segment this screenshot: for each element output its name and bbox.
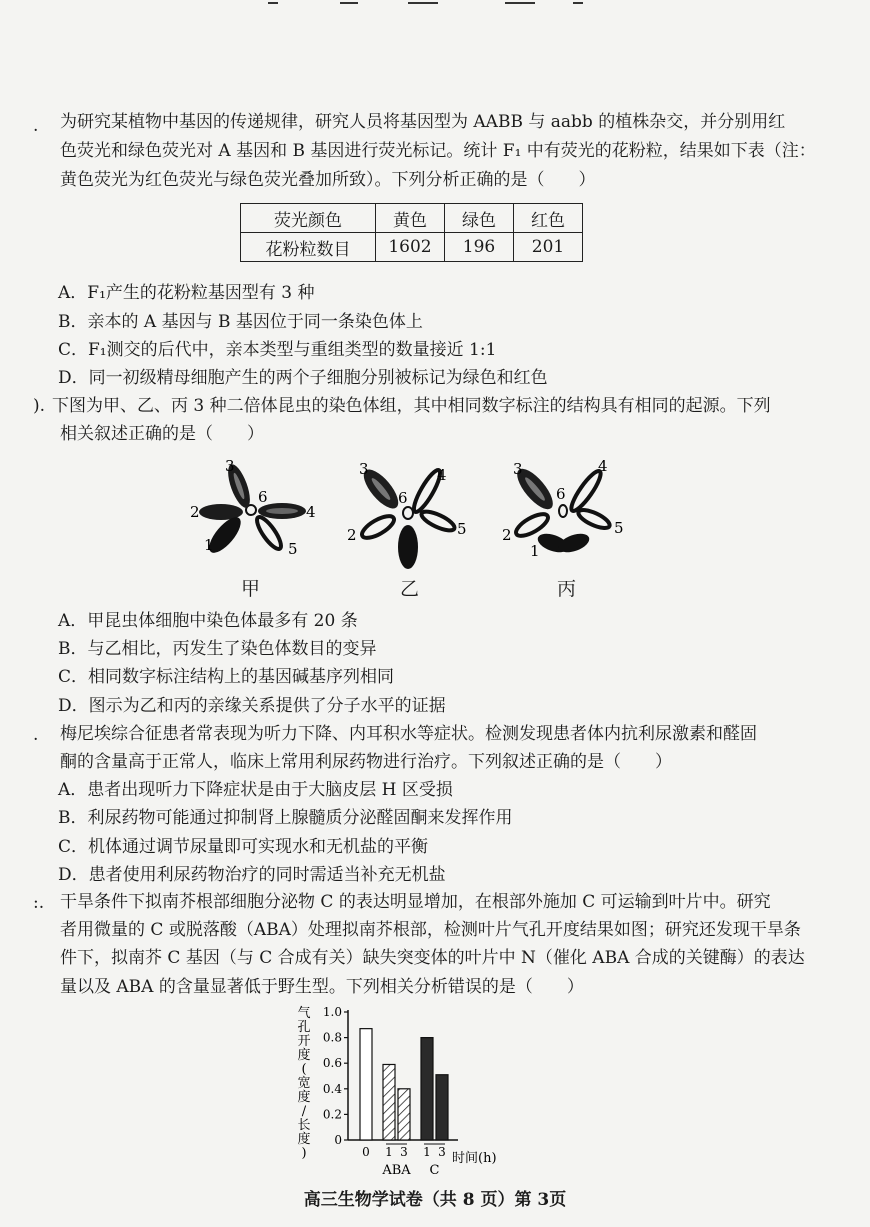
bar [360, 1029, 372, 1140]
chromo-label: 2 [347, 526, 357, 544]
table-cell: 红色 [514, 204, 583, 233]
chart-svg [290, 1003, 520, 1183]
x-tick-label: 1 [423, 1145, 431, 1159]
x-tick-label: 3 [438, 1145, 446, 1159]
y-axis-label-char: 长 [297, 1118, 311, 1133]
option-c: C．机体通过调节尿量即可实现水和无机盐的平衡 [58, 837, 429, 857]
chromo-label: 5 [288, 540, 298, 558]
page-footer: 高三生物学试卷（共 8 页）第 3页 [303, 1190, 567, 1210]
question-text-line: 色荧光和绿色荧光对 A 基因和 B 基因进行荧光标记。统计 F₁ 中有荧光的花粉粒，结果如下表（注： [60, 141, 816, 161]
chromo-label: 4 [598, 457, 608, 475]
x-tick-label: 1 [385, 1145, 393, 1159]
question-number: . [33, 116, 39, 136]
option-d: D．图示为乙和丙的亲缘关系提供了分子水平的证据 [58, 696, 446, 716]
chromosome-figure-jia [185, 455, 325, 569]
group-label: ABA [382, 1163, 411, 1178]
question-text-line: 干旱条件下拟南芥根部细胞分泌物 C 的表达明显增加，在根部外施加 C 可运输到叶片中。研究 [60, 892, 771, 912]
y-axis-label-char: 度 [297, 1090, 311, 1105]
y-axis-label-char: 度 [297, 1132, 311, 1147]
table-cell: 1602 [376, 233, 445, 262]
table-row [241, 233, 583, 262]
question-text-line: 梅尼埃综合征患者常表现为听力下降、内耳积水等症状。检测发现患者体内抗利尿激素和醛固 [60, 724, 757, 744]
scan-mark [505, 2, 535, 4]
x-tick-label: 0 [362, 1145, 370, 1159]
bar [436, 1075, 448, 1140]
table-cell: 196 [445, 233, 514, 262]
question-number: ). [33, 396, 46, 416]
figure-caption: 甲 [241, 578, 261, 600]
figure-caption: 丙 [557, 578, 577, 600]
question-text-line: 黄色荧光为红色荧光与绿色荧光叠加所致）。下列分析正确的是（ ） [60, 170, 596, 190]
option-b: B．利尿药物可能通过抑制肾上腺髓质分泌醛固酮来发挥作用 [58, 808, 513, 828]
table-cell: 花粉粒数目 [241, 233, 376, 262]
scan-mark [268, 2, 278, 4]
x-tick-label: 3 [400, 1145, 408, 1159]
question-text-line: 相关叙述正确的是（ ） [60, 424, 264, 444]
chromosome-figure-bing [498, 455, 633, 569]
chromo-label: 3 [513, 460, 523, 478]
y-tick-label: 0.6 [322, 1056, 342, 1071]
question-number: . [33, 725, 39, 745]
y-axis-label-char: 开 [297, 1034, 311, 1049]
option-d: D．同一初级精母细胞产生的两个子细胞分别被标记为绿色和红色 [58, 368, 548, 388]
chromo-label: 1 [530, 542, 540, 560]
question-text-line: 量以及 ABA 的含量显著低于野生型。下列相关分析错误的是（ ） [60, 977, 584, 997]
y-axis-label-char: / [301, 1104, 307, 1119]
option-a: A．F₁产生的花粉粒基因型有 3 种 [58, 283, 315, 303]
chromo-label: 6 [398, 489, 408, 507]
y-tick-label: 0.8 [322, 1030, 342, 1045]
option-b: B．与乙相比，丙发生了染色体数目的变异 [58, 639, 377, 659]
option-b: B．亲本的 A 基因与 B 基因位于同一条染色体上 [58, 312, 423, 332]
bar [421, 1038, 433, 1140]
stomatal-aperture-chart [290, 1003, 520, 1187]
question-text-line: 酮的含量高于正常人，临床上常用利尿药物进行治疗。下列叙述正确的是（ ） [60, 752, 672, 772]
scan-mark [408, 2, 438, 4]
scan-mark [340, 2, 358, 4]
chromo-label: 4 [437, 466, 447, 484]
question-text-line: 件下，拟南芥 C 基因（与 C 合成有关）缺失突变体的叶片中 N（催化 ABA 合成的关键酶）的表达 [60, 948, 805, 968]
bar [383, 1064, 395, 1140]
y-tick-label: 0.2 [322, 1107, 342, 1122]
y-axis-label-char: 气 [297, 1006, 311, 1021]
chromo-label: 4 [306, 503, 316, 521]
y-axis-label-char: ( [301, 1062, 307, 1077]
chromo-label: 1 [204, 536, 214, 554]
figure-caption: 乙 [400, 578, 420, 600]
y-tick-label: 1.0 [322, 1005, 342, 1019]
y-axis-label-char: ) [301, 1146, 307, 1161]
chromo-label: 6 [556, 485, 566, 503]
chromo-label: 3 [225, 457, 235, 475]
scan-mark [573, 2, 583, 4]
fluorescence-table [240, 203, 583, 262]
question-number: :. [33, 893, 45, 913]
bar [398, 1089, 410, 1140]
table-cell: 黄色 [376, 204, 445, 233]
question-text-line: 者用微量的 C 或脱落酸（ABA）处理拟南芥根部，检测叶片气孔开度结果如图；研究还发现干旱条 [60, 920, 801, 940]
group-label: C [429, 1163, 440, 1178]
table-row [241, 204, 583, 233]
chromo-label: 5 [614, 519, 624, 537]
option-c: C．相同数字标注结构上的基因碱基序列相同 [58, 667, 395, 687]
option-a: A．甲昆虫体细胞中染色体最多有 20 条 [58, 611, 358, 631]
chromo-label: 6 [258, 488, 268, 506]
option-c: C．F₁测交的后代中，亲本类型与重组类型的数量接近 1:1 [58, 340, 497, 360]
chromo-label: 3 [359, 460, 369, 478]
y-tick-label: 0 [334, 1133, 342, 1147]
table-cell: 绿色 [445, 204, 514, 233]
table-cell: 荧光颜色 [241, 204, 376, 233]
chromo-label: 2 [502, 526, 512, 544]
y-tick-label: 0.4 [322, 1081, 342, 1096]
question-text-line: 为研究某植物中基因的传递规律，研究人员将基因型为 AABB 与 aabb 的植株杂交，并分别用红 [60, 112, 786, 132]
chromo-label: 2 [190, 503, 200, 521]
y-axis-label-char: 宽 [297, 1076, 311, 1091]
option-d: D．患者使用利尿药物治疗的同时需适当补充无机盐 [58, 865, 446, 885]
option-a: A．患者出现听力下降症状是由于大脑皮层 H 区受损 [58, 780, 453, 800]
chromo-label: 5 [457, 520, 467, 538]
x-axis-label: 时间(h) [452, 1151, 497, 1166]
table-cell: 201 [514, 233, 583, 262]
y-axis-label-char: 度 [297, 1048, 311, 1063]
chromosome-figure-yi [345, 455, 475, 574]
y-axis-label-char: 孔 [297, 1020, 311, 1035]
question-text-line: 下图为甲、乙、丙 3 种二倍体昆虫的染色体组，其中相同数字标注的结构具有相同的起源。下列 [52, 396, 771, 416]
